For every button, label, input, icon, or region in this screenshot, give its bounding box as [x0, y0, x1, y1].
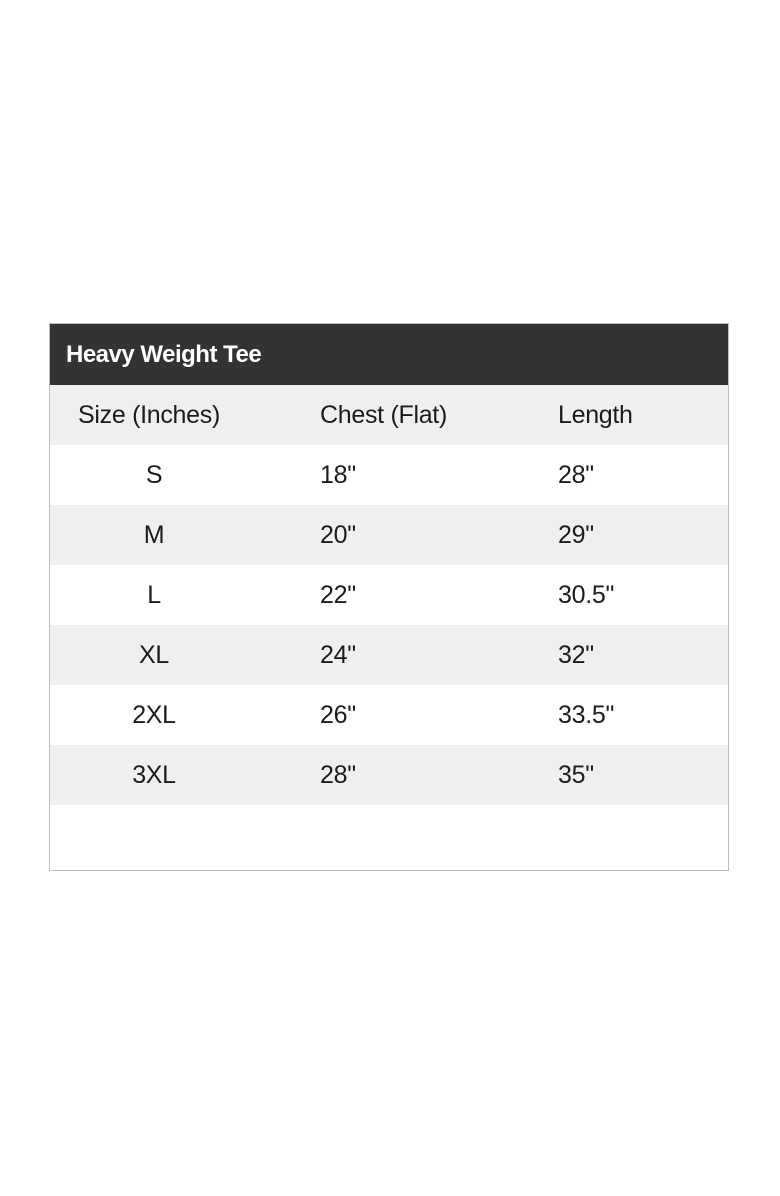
- chest-cell: 18": [320, 460, 356, 489]
- length-cell: 28": [558, 460, 594, 489]
- chest-cell: 24": [320, 640, 356, 669]
- length-cell: 30.5": [558, 580, 615, 609]
- column-header-chest: Chest (Flat): [320, 400, 447, 429]
- length-cell: 35": [558, 760, 594, 789]
- table-row: [50, 685, 728, 745]
- chest-cell: 28": [320, 760, 356, 789]
- table-row: [50, 445, 728, 505]
- chest-cell: 26": [320, 700, 356, 729]
- table-row: [50, 565, 728, 625]
- table-row: [50, 625, 728, 685]
- size-cell: XL: [139, 640, 169, 669]
- length-cell: 32": [558, 640, 594, 669]
- size-cell: L: [147, 580, 161, 609]
- table-row: [50, 745, 728, 805]
- table-row: [50, 505, 728, 565]
- table-header-row: [50, 385, 728, 445]
- column-header-length: Length: [558, 400, 633, 429]
- chest-cell: 20": [320, 520, 356, 549]
- size-chart: [49, 323, 729, 871]
- size-cell: 2XL: [132, 700, 176, 729]
- size-cell: M: [143, 520, 165, 549]
- length-cell: 33.5": [558, 700, 615, 729]
- size-cell: S: [145, 460, 163, 489]
- chest-cell: 22": [320, 580, 356, 609]
- length-cell: 29": [558, 520, 594, 549]
- size-cell: 3XL: [132, 760, 176, 789]
- column-header-size: Size (Inches): [78, 400, 220, 429]
- chart-title: Heavy Weight Tee: [50, 324, 728, 385]
